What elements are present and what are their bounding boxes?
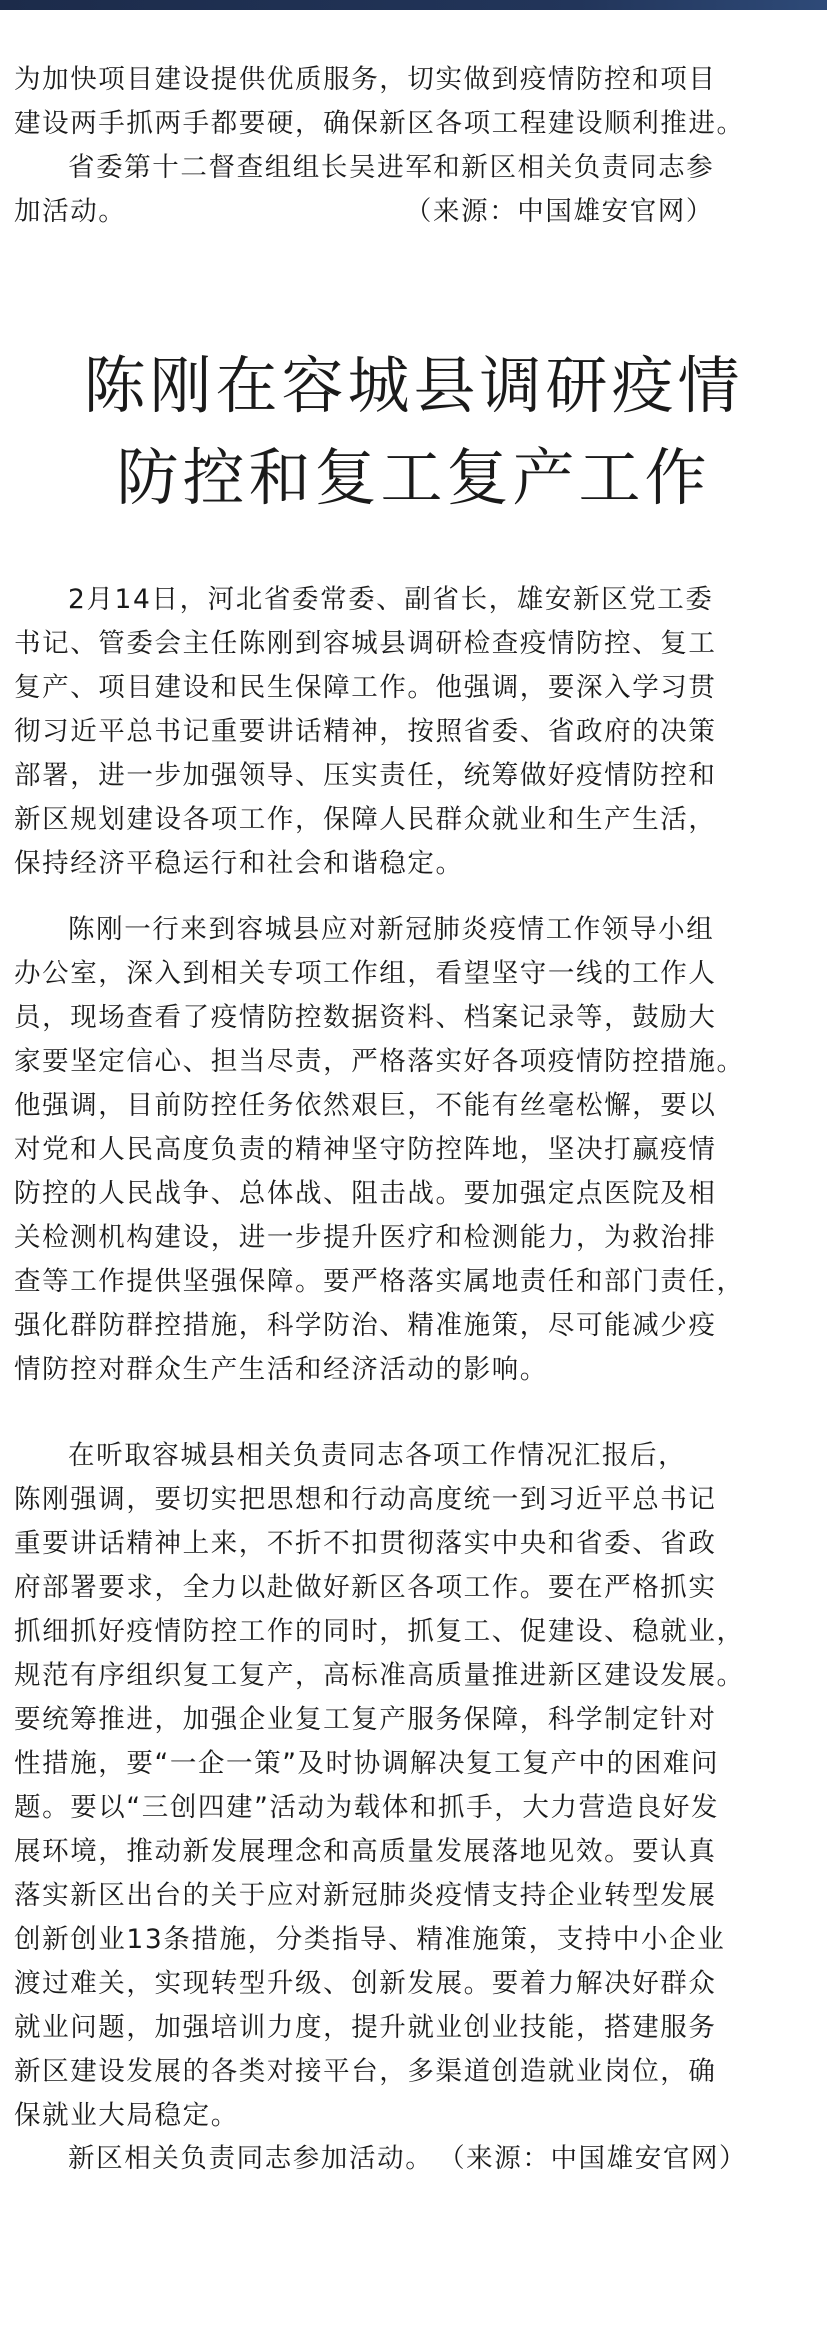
paragraph-line: 查等工作提供坚强保障。要严格落实属地责任和部门责任， [14,1266,745,1297]
paragraph-line: 2月14日，河北省委常委、副省长，雄安新区党工委 [68,584,714,615]
header-bar [0,0,827,10]
paragraph-line: 他强调，目前防控任务依然艰巨，不能有丝毫松懈，要以 [14,1090,717,1121]
paragraph-line: 关检测机构建设，进一步提升医疗和检测能力，为救治排 [14,1222,717,1253]
intro-line: 建设两手抓两手都要硬，确保新区各项工程建设顺利推进。 [14,108,745,139]
paragraph-line: 在听取容城县相关负责同志各项工作情况汇报后， [68,1440,687,1471]
article-title [0,340,827,524]
paragraph-line: 性措施，要“一企一策”及时协调解决复工复产中的困难问 [14,1748,720,1779]
paragraph-line: 办公室，深入到相关专项工作组，看望坚守一线的工作人 [14,958,717,989]
intro-line: 为加快项目建设提供优质服务，切实做到疫情防控和项目 [14,64,717,95]
paragraph-line: 重要讲话精神上来，不折不扣贯彻落实中央和省委、省政 [14,1528,717,1559]
intro-line-text: 加活动。 [14,196,127,227]
intro-paragraph-2 [14,146,714,234]
paragraph-line: 书记、管委会主任陈刚到容城县调研检查疫情防控、复工 [14,628,717,659]
paragraph-line: 彻习近平总书记重要讲话精神，按照省委、省政府的决策 [14,716,717,747]
paragraph-line: 新区建设发展的各类对接平台，多渠道创造就业岗位，确 [14,2056,717,2087]
paragraph-line: 创新创业13条措施，分类指导、精准施策，支持中小企业 [14,1924,726,1955]
paragraph-line: 员，现场查看了疫情防控数据资料、档案记录等，鼓励大 [14,1002,717,1033]
paragraph-line: 落实新区出台的关于应对新冠肺炎疫情支持企业转型发展 [14,1880,717,1911]
intro-line: 省委第十二督查组组长吴进军和新区相关负责同志参 [68,152,715,183]
article-title-line: 防控和复工复产工作 [116,441,711,514]
paragraph-line: 保就业大局稳定。 [14,2100,239,2131]
paragraph-line: 陈刚强调，要切实把思想和行动高度统一到习近平总书记 [14,1484,717,1515]
intro-paragraph [14,58,745,146]
paragraph-line: 渡过难关，实现转型升级、创新发展。要着力解决好群众 [14,1968,717,1999]
paragraph-line: 陈刚一行来到容城县应对新冠肺炎疫情工作领导小组 [68,914,715,945]
paragraph-line: 保持经济平稳运行和社会和谐稳定。 [14,848,464,879]
paragraph-line: 强化群防群控措施，科学防治、精准施策，尽可能减少疫 [14,1310,717,1341]
article-paragraph-4 [14,2137,748,2181]
article-paragraph-3 [14,1434,745,2138]
paragraph-line: 规范有序组织复工复产，高标准高质量推进新区建设发展。 [14,1660,745,1691]
paragraph-line: 复产、项目建设和民生保障工作。他强调，要深入学习贯 [14,672,717,703]
intro-source: （来源：中国雄安官网） [404,196,714,227]
paragraph-line: 防控的人民战争、总体战、阻击战。要加强定点医院及相 [14,1178,717,1209]
paragraph-line: 对党和人民高度负责的精神坚守防控阵地，坚决打赢疫情 [14,1134,717,1165]
paragraph-line: 新区规划建设各项工作，保障人民群众就业和生产生活， [14,804,717,835]
paragraph-line: 部署，进一步加强领导、压实责任，统筹做好疫情防控和 [14,760,717,791]
paragraph-line: 府部署要求，全力以赴做好新区各项工作。要在严格抓实 [14,1572,717,1603]
article-paragraph-2 [14,908,745,1392]
paragraph-line: 展环境，推动新发展理念和高质量发展落地见效。要认真 [14,1836,717,1867]
paragraph-line: 要统筹推进，加强企业复工复产服务保障，科学制定针对 [14,1704,717,1735]
paragraph-line: 抓细抓好疫情防控工作的同时，抓复工、促建设、稳就业， [14,1616,745,1647]
paragraph-line [14,2137,748,2181]
paragraph-line: 家要坚定信心、担当尽责，严格落实好各项疫情防控措施。 [14,1046,745,1077]
article-title-line: 陈刚在容城县调研疫情 [83,349,744,422]
closing-text: 新区相关负责同志参加活动。 [68,2143,434,2174]
intro-line [14,190,714,234]
paragraph-line: 情防控对群众生产生活和经济活动的影响。 [14,1354,548,1385]
article-source: （来源：中国雄安官网） [451,2143,748,2174]
article-paragraph-1 [14,578,717,886]
paragraph-line: 题。要以“三创四建”活动为载体和抓手，大力营造良好发 [14,1792,720,1823]
paragraph-line: 就业问题，加强培训力度，提升就业创业技能，搭建服务 [14,2012,717,2043]
